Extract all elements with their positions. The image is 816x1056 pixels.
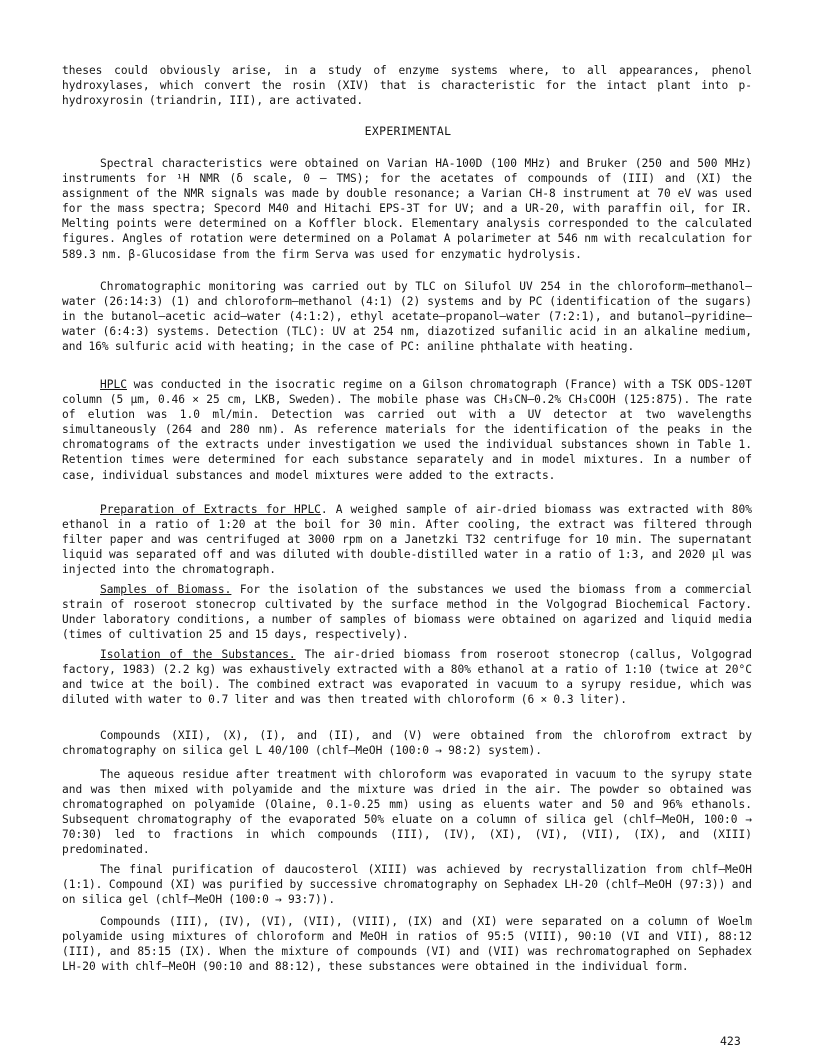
paragraph-lead-heading: Isolation of the Substances.: [100, 648, 296, 661]
paragraph-text: theses could obviously arise, in a study of enzyme systems where, to all appearances, phenol hydroxylases, which convert the rosin (XIV) that is characteristic for the intact plant into p-hydroxyrosin (triandrin, III), are activated.: [62, 64, 752, 108]
paragraph-continued: [62, 63, 752, 108]
page-number: 423: [720, 1034, 741, 1048]
paragraph-text: Compounds (III), (IV), (VI), (VII), (VIII), (IX) and (XI) were separated on a column of Woelm polyamide using mixtures of chloroform and MeOH in ratios of 95:5 (VIII), 90:10 (VI and VII), 88:12 (III), and 85:15 (IX). When the mixture of compounds (VI) and (VII) was rechromatographed on Sephadex LH-20 with chlf—MeOH (90:10 and 88:12), these substances were obtained in the individual form.: [62, 915, 752, 974]
paragraph-hplc: [62, 377, 752, 483]
paragraph-lead-heading: HPLC: [100, 378, 127, 391]
paragraph-text: The final purification of daucosterol (XIII) was achieved by recrystallization from chlf—MeOH (1:1). Compound (XI) was purified by successive chromatography on Sephadex LH-20 (chlf—MeOH (97:3)) and on silica gel (chlf—MeOH (100:0 → 93:7)).: [62, 863, 752, 907]
paragraph-text: . A weighed sample of air-dried biomass was extracted with 80% ethanol in a ratio of 1:20 at the boil for 30 min. After cooling, the extract was filtered through filter paper and was centrifuged at 3000 rpm on a Janetzki T32 centrifuge for 10 min. The supernatant liquid was separated off and was diluted with double-distilled water in a ratio of 1:3, and 2020 μl was injected into the chromatograph.: [62, 503, 752, 577]
paragraph-isolation-of-substances: [62, 647, 752, 707]
paragraph-text: The air-dried biomass from roseroot stonecrop (callus, Volgograd factory, 1983) (2.2 kg) was exhaustively extracted with a 80% ethanol at a ratio of 1:10 (twice at 20°C and twice at the boil). The combined extract was evaporated in vacuum to a syrupy residue, which was diluted with water to 0.7 liter and was then treated with chloroform (6 × 0.3 liter).: [62, 648, 752, 707]
paragraph-text: was conducted in the isocratic regime on a Gilson chromatograph (France) with a TSK ODS-120T column (5 μm, 0.46 × 25 cm, LKB, Sweden). The mobile phase was CH₃CN—0.2% CH₃COOH (125:875). The rate of elution was 1.0 ml/min. Detection was carried out with a UV detector at two wavelengths simultaneously (264 and 280 nm). As reference materials for the identification of the peaks in the chromatograms of the extracts under investigation we used the individual substances shown in Table 1. Retention times were determined for each substance separately and in model mixtures. In a number of case, individual substances and model mixtures were added to the extracts.: [62, 378, 752, 482]
paragraph-final-purification: [62, 862, 752, 907]
paragraph-chloroform-extract: [62, 728, 752, 758]
paragraph-spectral: [62, 156, 752, 262]
paragraph-aqueous-residue: [62, 767, 752, 858]
paragraph-text: Spectral characteristics were obtained on Varian HA-100D (100 MHz) and Bruker (250 and 500 MHz) instruments for ¹H NMR (δ scale, 0 — TMS); for the acetates of compounds of (III) and (XI) the assignment of the NMR signals was made by double resonance; a Varian CH-8 instrument at 70 eV was used for the mass spectra; Specord M40 and Hitachi EPS-3T for UV; and a UR-20, with paraffin oil, for IR. Melting points were determined on a Koffler block. Elementary analysis corresponded to the calculated figures. Angles of rotation were determined on a Polamat A polarimeter at 546 nm with recalculation for 589.3 nm. β-Glucosidase from the firm Serva was used for enzymatic hydrolysis.: [62, 157, 752, 261]
paragraph-chromatographic-monitoring: [62, 279, 752, 354]
paragraph-text: Chromatographic monitoring was carried out by TLC on Silufol UV 254 in the chloroform—methanol—water (26:14:3) (1) and chloroform—methanol (4:1) (2) systems and by PC (identification of the sugars) in the butanol—acetic acid—water (4:1:2), ethyl acetate—propanol—water (7:2:1), and butanol—pyridine—water (6:4:3) systems. Detection (TLC): UV at 254 nm, diazotized sufanilic acid in an alkaline medium, and 16% sulfuric acid with heating; in the case of PC: aniline phthalate with heating.: [62, 280, 752, 354]
paragraph-lead-heading: Preparation of Extracts for HPLC: [100, 503, 321, 516]
paragraph-text: Compounds (XII), (X), (I), and (II), and (V) were obtained from the chlorofrom extract by chromatography on silica gel L 40/100 (chlf—MeOH (100:0 → 98:2) system).: [62, 729, 752, 758]
paragraph-separation-polyamide: [62, 914, 752, 974]
paragraph-lead-heading: Samples of Biomass.: [100, 583, 232, 596]
paragraph-preparation-of-extracts: [62, 502, 752, 577]
paragraph-samples-of-biomass: [62, 582, 752, 642]
paragraph-text: The aqueous residue after treatment with chloroform was evaporated in vacuum to the syrupy state and was then mixed with polyamide and the mixture was dried in the air. The powder so obtained was chromatographed on polyamide (Olaine, 0.1-0.25 mm) using as eluents water and 50 and 96% ethanols. Subsequent chromatography of the evaporated 50% eluate on a column of silica gel (chlf—MeOH, 100:0 → 70:30) led to fractions in which compounds (III), (IV), (XI), (VI), (VII), (IX), and (XIII) predominated.: [62, 768, 752, 857]
paragraph-text: For the isolation of the substances we used the biomass from a commercial strain of roseroot stonecrop cultivated by the surface method in the Volgograd Biochemical Factory. Under laboratory conditions, a number of samples of biomass were obtained on agarized and liquid media (times of cultivation 25 and 15 days, respectively).: [62, 583, 752, 642]
section-title: EXPERIMENTAL: [364, 124, 452, 138]
